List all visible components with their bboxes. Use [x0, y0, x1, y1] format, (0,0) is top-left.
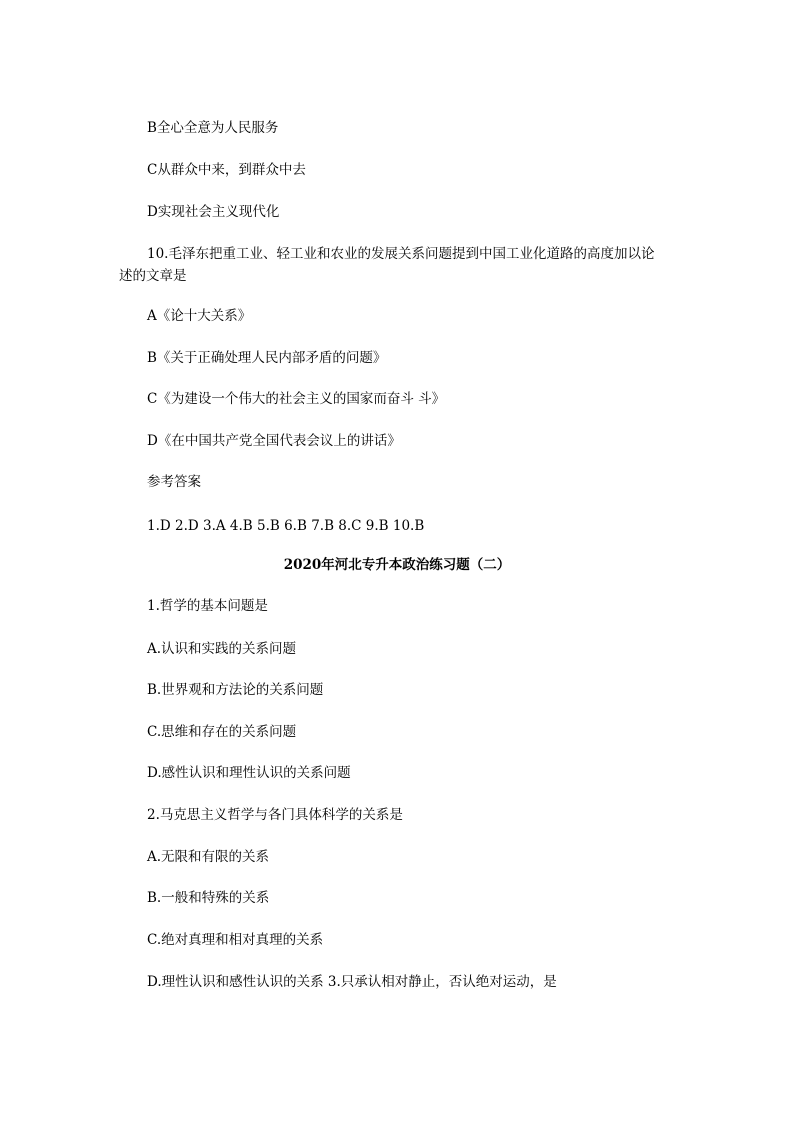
prev-option-d: D实现社会主义现代化 — [147, 204, 280, 220]
question-2-option-a: A.无限和有限的关系 — [147, 849, 270, 865]
question-10-line1: 10.毛泽东把重工业、轻工业和农业的发展关系问题提到中国工业化道路的高度加以论 — [147, 246, 655, 262]
question-2-stem: 2.马克思主义哲学与各门具体科学的关系是 — [147, 807, 403, 823]
section-title: 2020年河北专升本政治练习题（二） — [283, 557, 511, 573]
question-10-option-a: A《论十大关系》 — [147, 308, 252, 324]
question-10-option-c: C《为建设一个伟大的社会主义的国家而奋斗 斗》 — [147, 391, 446, 407]
question-1-option-b: B.世界观和方法论的关系问题 — [147, 682, 324, 698]
question-10-stem — [119, 243, 687, 287]
question-1-option-d: D.感性认识和理性认识的关系问题 — [147, 765, 351, 781]
answer-key-label: 参考答案 — [147, 474, 201, 490]
question-1-stem: 1.哲学的基本问题是 — [147, 598, 268, 614]
question-2-option-b: B.一般和特殊的关系 — [147, 890, 270, 906]
answer-key-list: 1.D 2.D 3.A 4.B 5.B 6.B 7.B 8.C 9.B 10.B — [147, 518, 425, 534]
question-10-line2: 述的文章是 — [119, 268, 187, 284]
question-10-option-b: B《关于正确处理人民内部矛盾的问题》 — [147, 350, 387, 366]
question-10-option-d: D《在中国共产党全国代表会议上的讲话》 — [147, 433, 401, 449]
question-1-option-c: C.思维和存在的关系问题 — [147, 724, 297, 740]
question-1-option-a: A.认识和实践的关系问题 — [147, 641, 297, 657]
question-2-option-d: D.理性认识和感性认识的关系 3.只承认相对静止，否认绝对运动，是 — [147, 974, 557, 990]
prev-option-b: B全心全意为人民服务 — [147, 120, 279, 136]
prev-option-c: C从群众中来，到群众中去 — [147, 162, 306, 178]
question-2-option-c: C.绝对真理和相对真理的关系 — [147, 932, 324, 948]
